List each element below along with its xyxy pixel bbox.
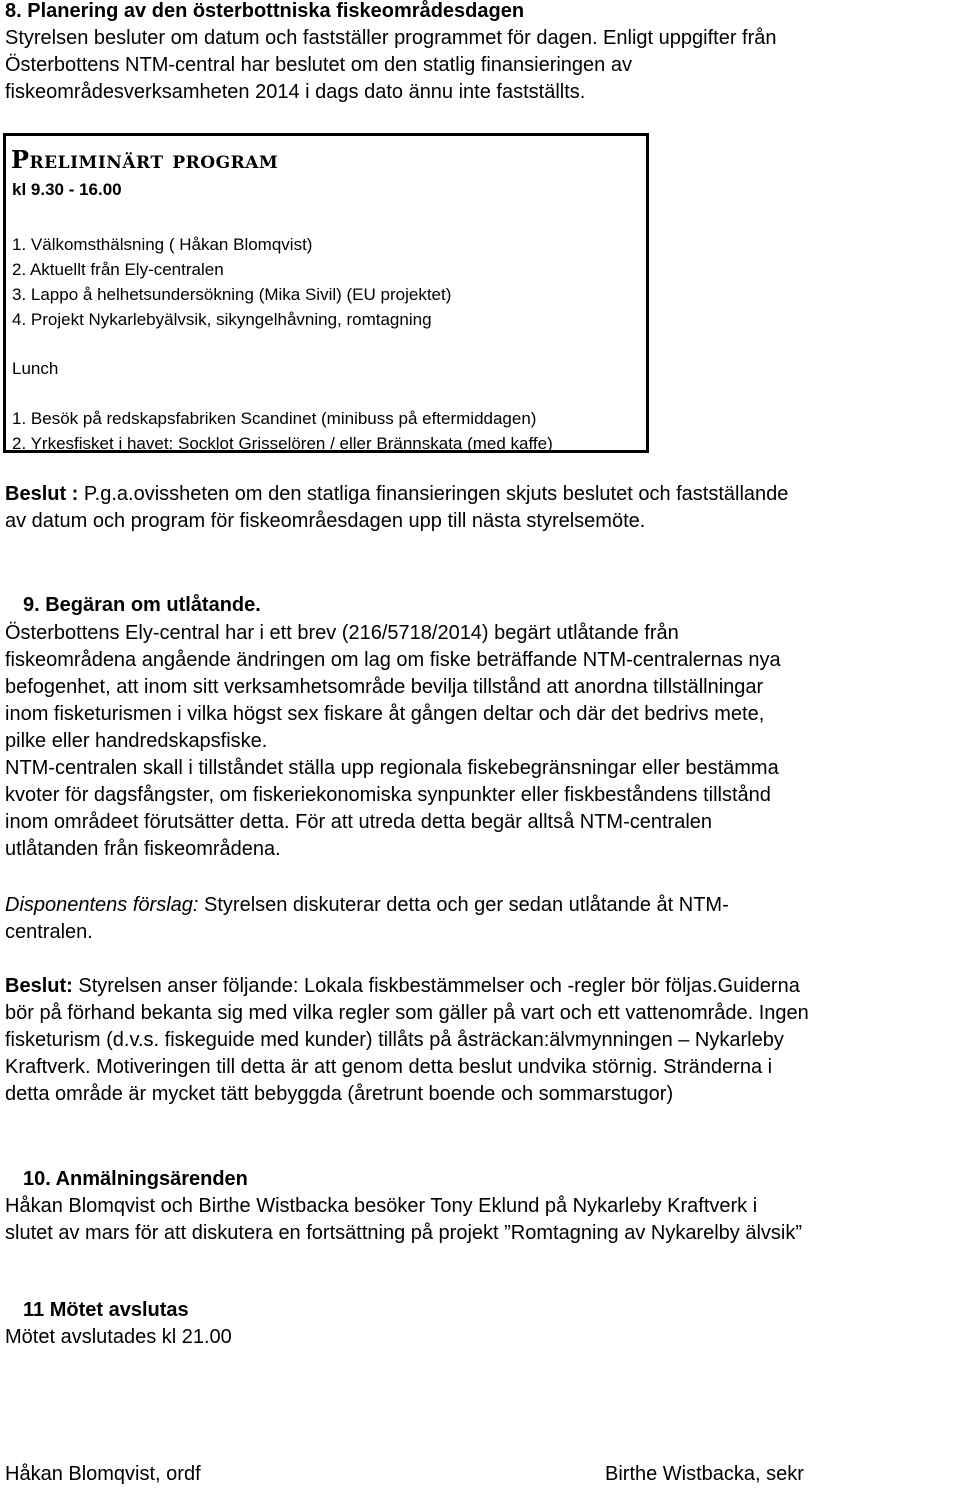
decision-text: Styrelsen anser följande: Lokala fiskbestämmelser och -regler bör följas.Guiderna	[72, 975, 800, 997]
section-9-line: inom fisketurismen i vilka högst sex fiskare åt gången deltar och där det bedrivs mete,	[5, 703, 765, 725]
section-9-line: NTM-centralen skall i tillståndet ställa upp regionala fiskebegränsningar eller bestämma	[5, 757, 779, 779]
program-item: 4. Projekt Nykarlebyälvsik, sikyngelhåvning, romtagning	[12, 310, 432, 329]
section-9-body	[5, 620, 955, 863]
section-9-proposal	[5, 892, 955, 946]
decision-text: av datum och program för fiskeområesdagen upp till nästa styrelsemöte.	[5, 510, 646, 532]
section-8-line: Österbottens NTM-central har beslutet om den statlig finansieringen av	[5, 54, 632, 76]
program-item: 1. Besök på redskapsfabriken Scandinet (minibuss på eftermiddagen)	[12, 409, 537, 428]
program-item: 1. Välkomsthälsning ( Håkan Blomqvist)	[12, 235, 313, 254]
program-item: 2. Aktuellt från Ely-centralen	[12, 260, 224, 279]
section-9-line: kvoter för dagsfångster, om fiskeriekonomiska synpunkter eller fiskbeståndens tillstånd	[5, 784, 771, 806]
proposal-text: Styrelsen diskuterar detta och ger sedan utlåtande åt NTM-	[198, 894, 729, 916]
decision-text: fisketurism (d.v.s. fiskeguide med kunder) tillåts på åsträckan:älvmynningen – Nykarleby	[5, 1029, 784, 1051]
program-item: 2. Yrkesfisket i havet: Socklot Grisselören / eller Brännskata (med kaffe)	[12, 434, 553, 453]
section-8-line: Styrelsen besluter om datum och fastställer programmet för dagen. Enligt uppgifter från	[5, 27, 777, 49]
program-afternoon-list	[12, 406, 553, 456]
section-9-heading: 9. Begäran om utlåtande.	[23, 594, 261, 616]
program-title: Preliminärt program	[11, 145, 279, 174]
section-8-line: fiskeområdesverksamheten 2014 i dags dato ännu inte fastställts.	[5, 81, 586, 103]
section-9-line: Österbottens Ely-central har i ett brev (216/5718/2014) begärt utlåtande från	[5, 622, 679, 644]
decision-text: detta område är mycket tätt bebyggda (åretrunt boende och sommarstugor)	[5, 1083, 674, 1105]
section-8	[5, 0, 955, 106]
section-9-line: befogenhet, att inom sitt verksamhetsområde bevilja tillstånd att anordna tillställningar	[5, 676, 764, 698]
section-11-heading: 11 Mötet avslutas	[23, 1299, 189, 1321]
section-10-line: slutet av mars för att diskutera en fortsättning på projekt ”Romtagning av Nykarelby älvsik”	[5, 1222, 803, 1244]
decision-text: Kraftverk. Motiveringen till detta är att genom detta beslut undvika störnig. Stränderna i	[5, 1056, 773, 1078]
decision-label: Beslut:	[5, 975, 73, 997]
program-time: kl 9.30 - 16.00	[12, 180, 122, 199]
decision-label: Beslut :	[5, 483, 84, 505]
program-morning-list	[12, 232, 451, 332]
section-8-decision	[5, 481, 955, 535]
section-10-heading: 10. Anmälningsärenden	[23, 1168, 248, 1190]
program-lunch: Lunch	[12, 359, 59, 378]
proposal-text: centralen.	[5, 921, 93, 943]
section-8-heading: 8. Planering av den österbottniska fiskeområdesdagen	[5, 0, 525, 22]
signature-chair: Håkan Blomqvist, ordf	[5, 1463, 201, 1485]
decision-text: P.g.a.ovissheten om den statliga finansieringen skjuts beslutet och fastställande	[83, 483, 789, 505]
section-9-line: inom områdeet förutsätter detta. För att utreda detta begär alltså NTM-centralen	[5, 811, 713, 833]
section-9-line: utlåtanden från fiskeområdena.	[5, 838, 281, 860]
section-10-body	[5, 1193, 955, 1247]
program-item: 3. Lappo å helhetsundersökning (Mika Sivil) (EU projektet)	[12, 285, 452, 304]
section-10-line: Håkan Blomqvist och Birthe Wistbacka besöker Tony Eklund på Nykarleby Kraftverk i	[5, 1195, 758, 1217]
decision-text: bör på förhand bekanta sig med vilka regler som gäller på vart och ett vattenområde. Ingen	[5, 1002, 809, 1024]
program-box	[3, 133, 649, 453]
proposal-label: Disponentens förslag:	[5, 894, 199, 916]
signature-secretary: Birthe Wistbacka, sekr	[605, 1463, 804, 1485]
section-9-line: fiskeområdena angående ändringen om lag om fiske beträffande NTM-centralernas nya	[5, 649, 781, 671]
section-11-text: Mötet avslutades kl 21.00	[5, 1326, 232, 1348]
section-9-decision	[5, 973, 955, 1108]
section-9-line: pilke eller handredskapsfiske.	[5, 730, 268, 752]
